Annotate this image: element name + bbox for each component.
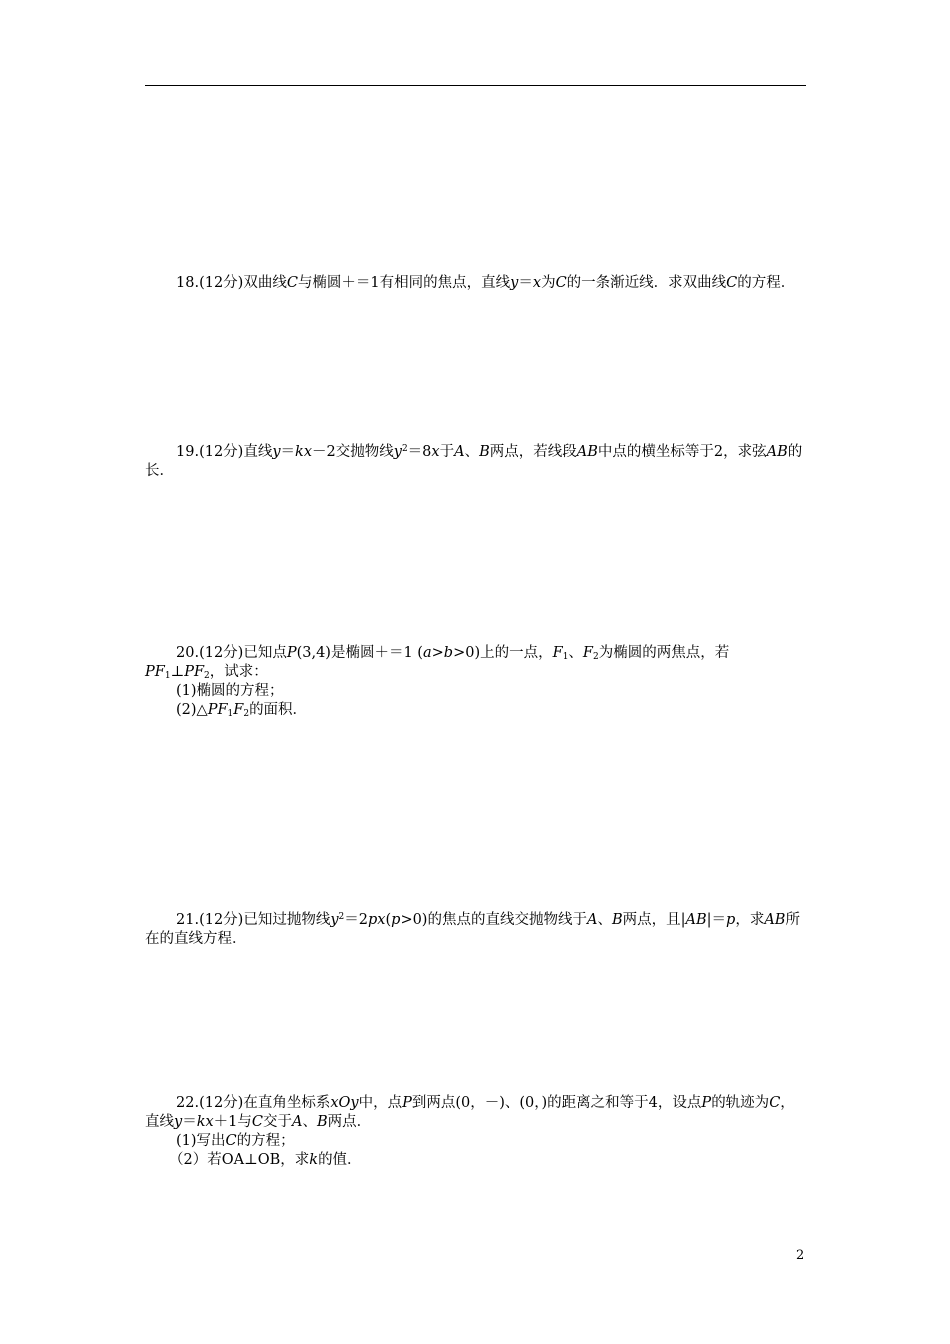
- question-score: (12分): [199, 912, 244, 928]
- question-number: 22.: [176, 1095, 200, 1111]
- question-number: 21.: [176, 912, 200, 928]
- question-22: [145, 1094, 808, 1170]
- question-22-text: 22.(12分)在直角坐标系xOy中，点P到两点(0，－)、(0，)的距离之和等于4，设点P的轨迹为C，直线y＝kx＋1与C交于A、B两点．: [145, 1095, 795, 1130]
- question-22-part-1: (1)写出C的方程；: [176, 1133, 295, 1149]
- question-score: (12分): [199, 645, 244, 661]
- question-20: [145, 644, 808, 720]
- header-rule: [145, 85, 806, 86]
- question-20-text: 20.(12分)已知点P(3,4)是椭圆＋＝1 (a>b>0)上的一点，$F_1$、$F_2$为椭圆的两焦点，若$PF_1\perp PF_2$，试求：: [145, 645, 730, 681]
- question-18: [145, 274, 808, 293]
- question-score: (12分): [199, 1095, 244, 1111]
- question-number: 19.: [176, 444, 200, 460]
- question-number: 20.: [176, 645, 200, 661]
- question-21-text: 21.(12分)已知过抛物线$y^2=2px(p>0)$的焦点的直线交抛物线于A、B两点，且|AB|＝p，求AB所在的直线方程．: [145, 912, 800, 947]
- question-19-text: 19.(12分)直线y＝kx－2交抛物线$y^2=8x$于A、B两点，若线段AB中点的横坐标等于2，求弦AB的长．: [145, 444, 803, 479]
- question-number: 18.: [176, 275, 200, 291]
- page-number: 2: [796, 1248, 805, 1263]
- question-18-text: 18.(12分)双曲线C与椭圆＋＝1有相同的焦点，直线y＝x为C的一条渐近线．求双曲线C的方程．: [176, 275, 796, 291]
- question-21: [145, 911, 808, 949]
- question-22-part-2: （2）若OA⊥OB，求k的值．: [169, 1152, 362, 1168]
- question-19: [145, 443, 808, 481]
- question-score: (12分): [199, 444, 244, 460]
- question-score: (12分): [199, 275, 244, 291]
- question-20-part-2: $(2)\triangle PF_1F_2$的面积．: [176, 702, 308, 719]
- question-20-part-1: (1)椭圆的方程；: [176, 683, 284, 699]
